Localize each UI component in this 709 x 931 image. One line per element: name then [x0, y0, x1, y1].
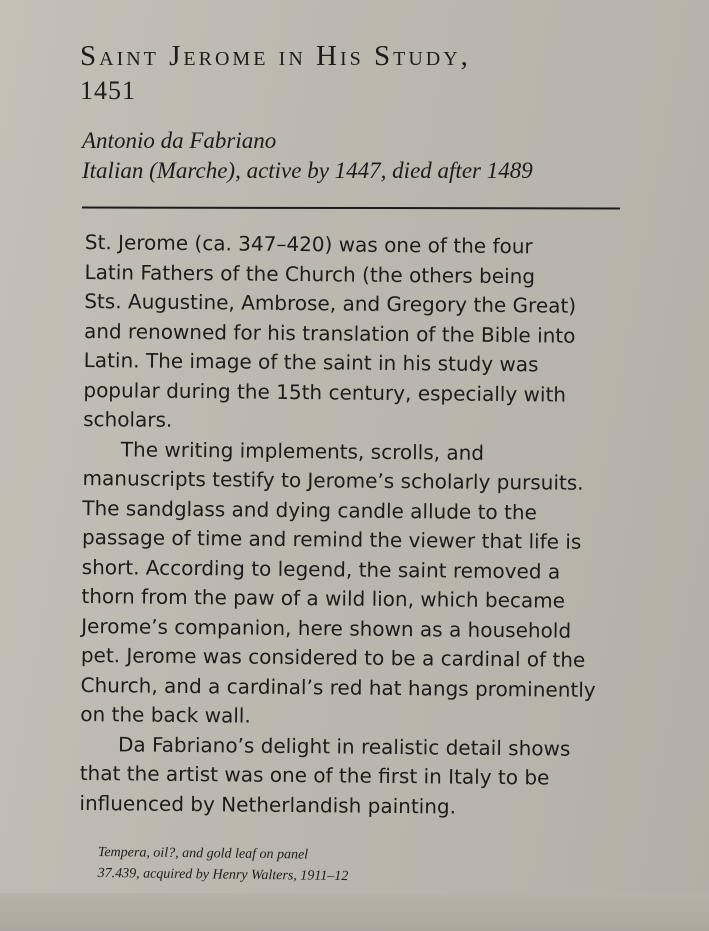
artist-details: Italian (Marche), active by 1447, died after 1489: [82, 158, 533, 183]
text-line: popular during the 15th century, especially with: [83, 377, 567, 407]
text-line: Da Fabriano’s delight in realistic detail shows: [117, 731, 571, 761]
text-line: manuscripts testify to Jerome’s scholarly pursuits.: [82, 465, 584, 495]
paragraph-1: [83, 228, 645, 440]
paragraph-3: [79, 729, 640, 823]
text-line: short. According to legend, the saint removed a: [81, 554, 561, 584]
text-line: scholars.: [83, 406, 173, 432]
text-line: Latin. The image of the saint in his study was: [83, 347, 539, 377]
text-line: that the artist was one of the first in Italy to be: [79, 760, 550, 790]
credit-line: [97, 842, 348, 887]
label-bottom-edge: [0, 893, 709, 931]
text-line: Sts. Augustine, Ambrose, and Gregory the Great): [84, 288, 577, 318]
text-line: Latin Fathers of the Church (the others being: [84, 259, 536, 288]
accession-text: 37.439, acquired by Henry Walters, 1911–12: [97, 865, 349, 885]
text-line: Church, and a cardinal’s red hat hangs prominently: [80, 672, 596, 702]
text-line: The sandglass and dying candle allude to the: [82, 495, 538, 524]
text-line: Jerome’s companion, here shown as a household: [81, 613, 572, 643]
paragraph-2: [80, 434, 643, 734]
text-line: The writing implements, scrolls, and: [120, 436, 485, 465]
text-line: thorn from the paw of a wild lion, which became: [81, 583, 566, 613]
medium-text: Tempera, oil?, and gold leaf on panel: [97, 844, 309, 863]
text-line: pet. Jerome was considered to be a cardinal of the: [80, 642, 586, 672]
text-line: influenced by Netherlandish painting.: [79, 790, 457, 819]
text-line: on the back wall.: [80, 701, 251, 728]
text-line: passage of time and remind the viewer that life is: [81, 524, 582, 554]
text-line: and renowned for his translation of the Bible into: [83, 318, 576, 348]
text-line: St. Jerome (ca. 347–420) was one of the four: [84, 229, 533, 259]
divider-rule: [82, 207, 620, 210]
artwork-title: Saint Jerome in His Study,: [80, 40, 471, 72]
artist-name: Antonio da Fabriano: [82, 128, 277, 153]
label-body-text: [79, 228, 645, 823]
artwork-year: 1451: [80, 76, 136, 105]
